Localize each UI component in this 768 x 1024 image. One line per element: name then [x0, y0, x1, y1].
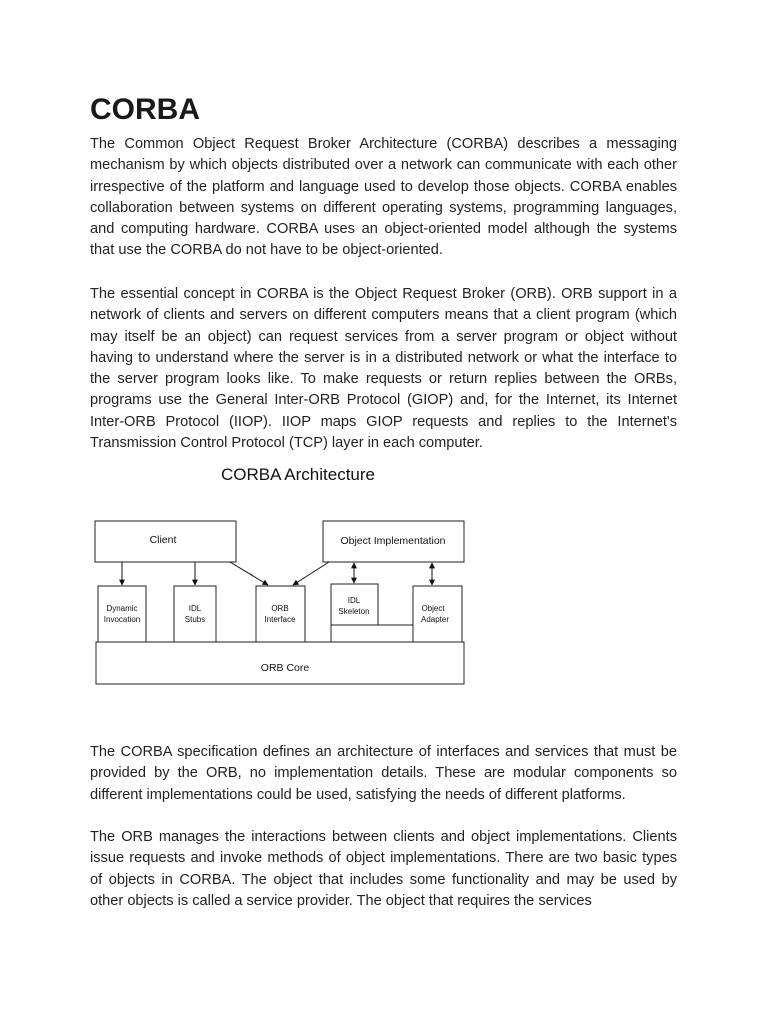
paragraph-orb-concept: The essential concept in CORBA is the Object Request Broker (ORB). ORB support in a network of clients and servers on different computers means that a client program (which may itself be an object) can request services from a server program or object without having to understand where the server is in a distributed network or what the interface to the server program looks like. To make requests or return replies between the ORBs, programs use the General Inter-ORB Protocol (GIOP) and, for the Internet, its Internet Inter-ORB Protocol (IIOP). IIOP maps GIOP requests and replies to the Internet's Transmission Control Protocol (TCP) layer in each computer. — [90, 286, 677, 452]
idl-stubs-box — [174, 586, 216, 642]
diagram-title: CORBA Architecture — [220, 465, 376, 484]
orb-interface-line1: ORB — [271, 604, 289, 613]
dynamic-invocation-box — [98, 586, 146, 642]
paragraph-specification: The CORBA specification defines an architecture of interfaces and services that must be provided by the ORB, no implementation details. These are modular components so different implementations could be used, satisfying the needs of different platforms. — [90, 744, 677, 803]
dynamic-invocation-line2: Invocation — [103, 615, 141, 624]
arrow-impl-to-orb-interface — [293, 562, 329, 585]
paragraph-intro: The Common Object Request Broker Architecture (CORBA) describes a messaging mechanism by which objects distributed over a network can communicate with each other irrespective of the platform and language used to develop those objects. CORBA enables collaboration between systems on different operating systems, programming languages, and computing hardware. CORBA uses an object-oriented model although the systems that use the CORBA do not have to be object-oriented. — [90, 136, 677, 259]
idl-stubs-line2: Stubs — [184, 615, 206, 624]
paragraph-orb-interactions: The ORB manages the interactions between clients and object implementations. Clients issue requests and invoke methods of object implementations. There are two basic types of objects in CORBA. The object that includes some functionality and may be used by other objects is called a service provider. The object that requires the services — [90, 829, 677, 909]
object-adapter-box — [413, 586, 462, 642]
arrow-client-to-orb-interface — [230, 562, 268, 585]
orb-interface-box — [256, 586, 305, 642]
orb-core-label: ORB Core — [260, 662, 310, 674]
idl-skeleton-line2: Skeleton — [338, 607, 370, 616]
idl-skeleton-line1: IDL — [347, 596, 361, 605]
orb-interface-line2: Interface — [264, 615, 296, 624]
object-implementation-label: Object Implementation — [340, 535, 446, 547]
object-adapter-line1: Object — [421, 604, 445, 613]
client-label: Client — [149, 534, 177, 546]
dynamic-invocation-line1: Dynamic — [106, 604, 138, 613]
corba-architecture-diagram — [80, 456, 480, 696]
idl-stubs-line1: IDL — [188, 604, 202, 613]
object-adapter-line2: Adapter — [420, 615, 450, 624]
page-title: CORBA — [90, 93, 200, 126]
